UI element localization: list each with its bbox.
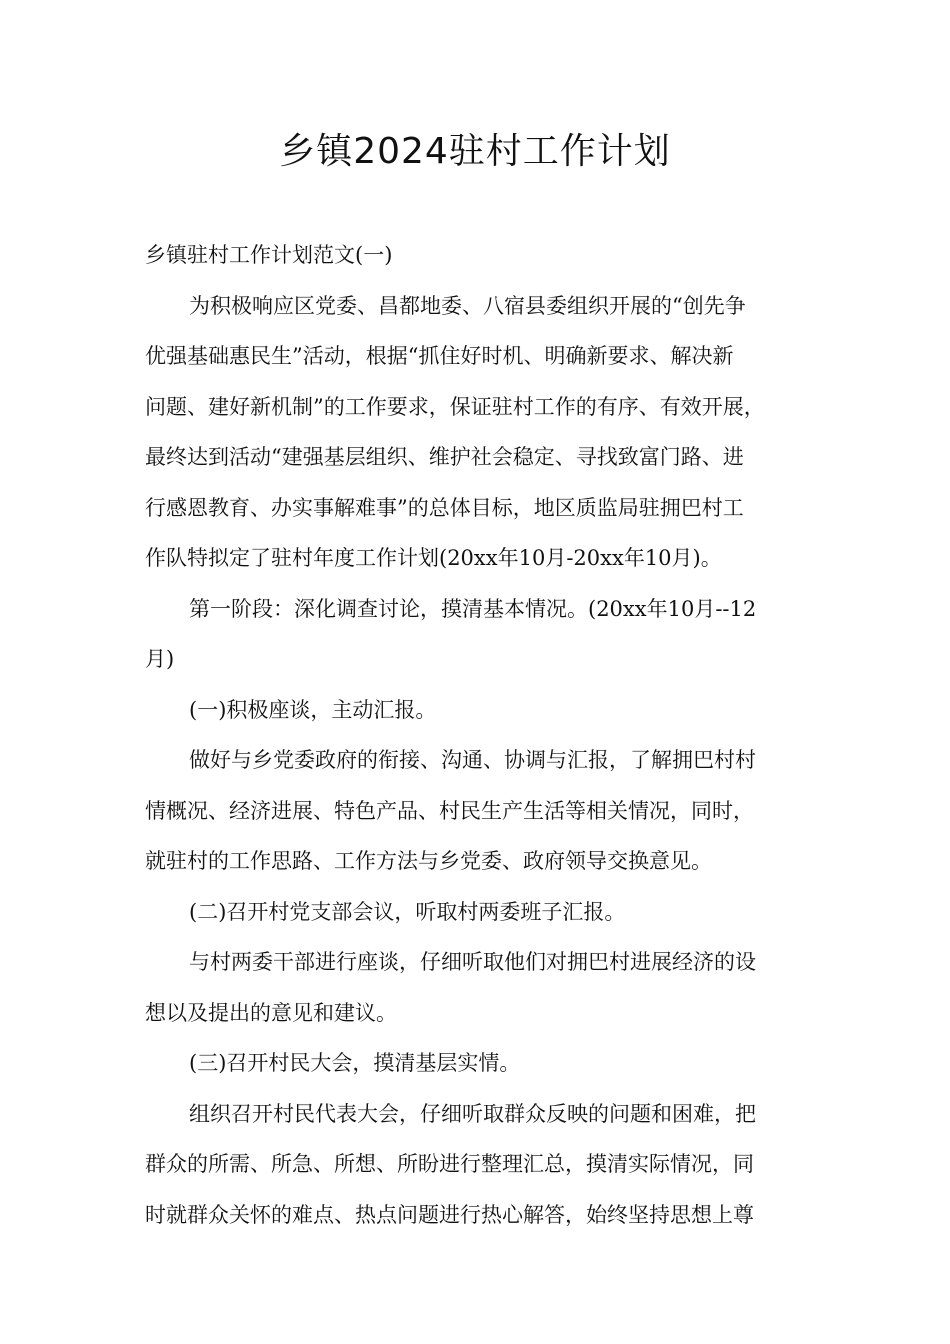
text-line: 群众的所需、所急、所想、所盼进行整理汇总，摸清实际情况，同: [145, 1152, 754, 1176]
document-title: 乡镇2024驻村工作计划: [279, 131, 671, 172]
text-line: (一)积极座谈，主动汇报。: [189, 697, 437, 722]
text-line: 想以及提出的意见和建议。: [145, 1000, 397, 1025]
text-line: 行感恩教育、办实事解难事”的总体目标，地区质监局驻拥巴村工: [145, 495, 744, 520]
section-two-body: [145, 937, 815, 1038]
text-line: (三)召开村民大会，摸清基层实情。: [189, 1051, 521, 1075]
document-body: [145, 230, 815, 1240]
text-line: 时就群众关怀的难点、热点问题进行热心解答，始终坚持思想上尊: [145, 1202, 754, 1227]
section-heading-three: [145, 1038, 815, 1089]
subtitle-paragraph: [145, 230, 815, 281]
text-line: 乡镇驻村工作计划范文(一): [145, 243, 393, 267]
text-line: 最终达到活动“建强基层组织、维护社会稳定、寻找致富门路、进: [145, 445, 744, 469]
text-line: 第一阶段：深化调查讨论，摸清基本情况。(20xx年10月--12: [189, 596, 757, 621]
text-line: 作队特拟定了驻村年度工作计划(20xx年10月-20xx年10月)。: [145, 546, 722, 570]
stage-one-heading: [145, 584, 815, 685]
text-line: 情概况、经济进展、特色产品、村民生产生活等相关情况，同时，: [145, 798, 754, 823]
intro-paragraph: [145, 281, 815, 584]
text-line: 问题、建好新机制”的工作要求，保证驻村工作的有序、有效开展，: [145, 394, 765, 419]
section-heading-two: [145, 887, 815, 938]
text-line: 组织召开村民代表大会，仔细听取群众反映的问题和困难，把: [189, 1101, 756, 1126]
text-line: 优强基础惠民生”活动，根据“抓住好时机、明确新要求、解决新: [145, 344, 734, 368]
section-heading-one: [145, 685, 815, 736]
text-line: 与村两委干部进行座谈，仔细听取他们对拥巴村进展经济的设: [189, 950, 756, 974]
section-one-body: [145, 735, 815, 887]
text-line: 做好与乡党委政府的衔接、沟通、协调与汇报，了解拥巴村村: [189, 748, 756, 772]
section-three-body: [145, 1089, 815, 1241]
text-line: 月): [145, 647, 175, 671]
text-line: 就驻村的工作思路、工作方法与乡党委、政府领导交换意见。: [145, 849, 712, 873]
text-line: (二)召开村党支部会议，听取村两委班子汇报。: [189, 899, 626, 924]
text-line: 为积极响应区党委、昌都地委、八宿县委组织开展的“创先争: [189, 293, 746, 318]
